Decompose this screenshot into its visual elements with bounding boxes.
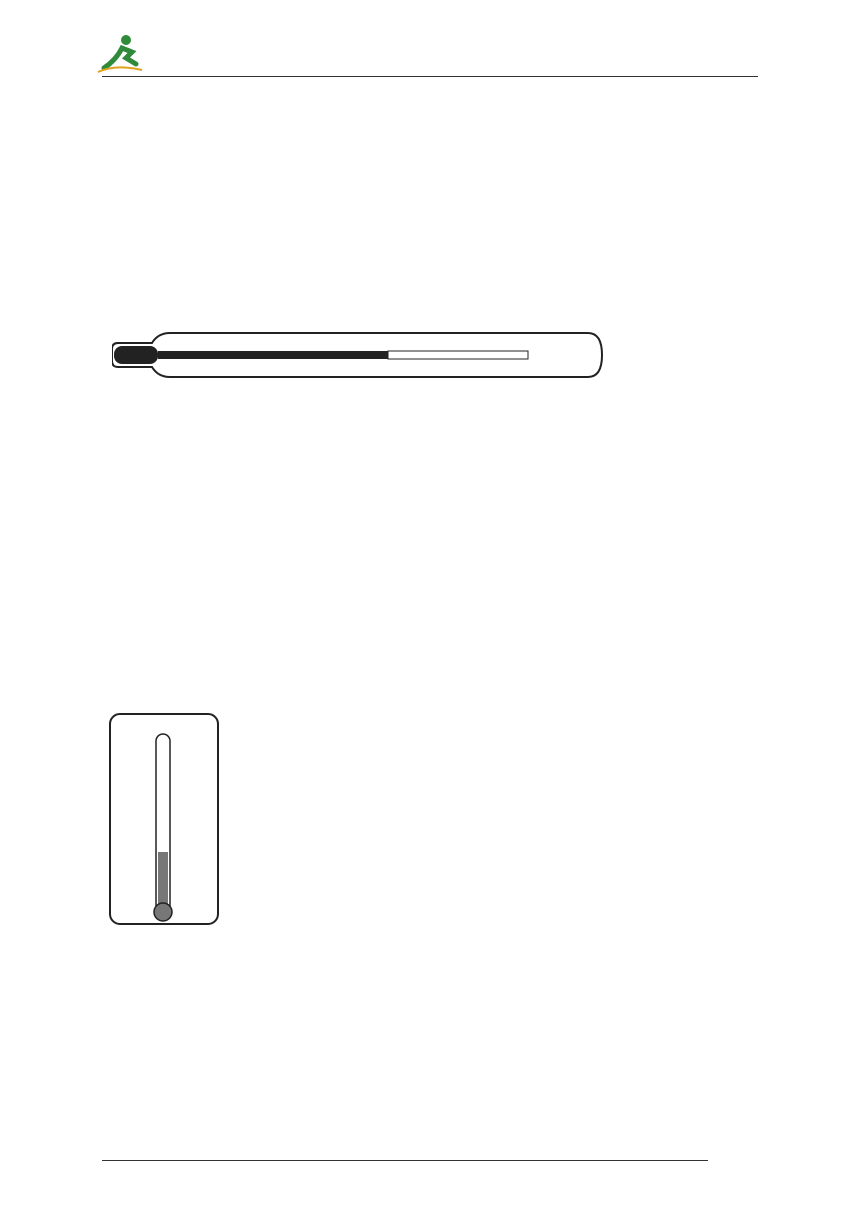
footer-rule: [102, 1160, 708, 1161]
room-thermometer: [108, 712, 220, 926]
logo-runner-icon: [96, 34, 146, 74]
logo: [96, 34, 266, 78]
clinical-thermometer: [112, 327, 604, 383]
header-rule: [102, 76, 758, 77]
watermark: [210, 300, 770, 940]
